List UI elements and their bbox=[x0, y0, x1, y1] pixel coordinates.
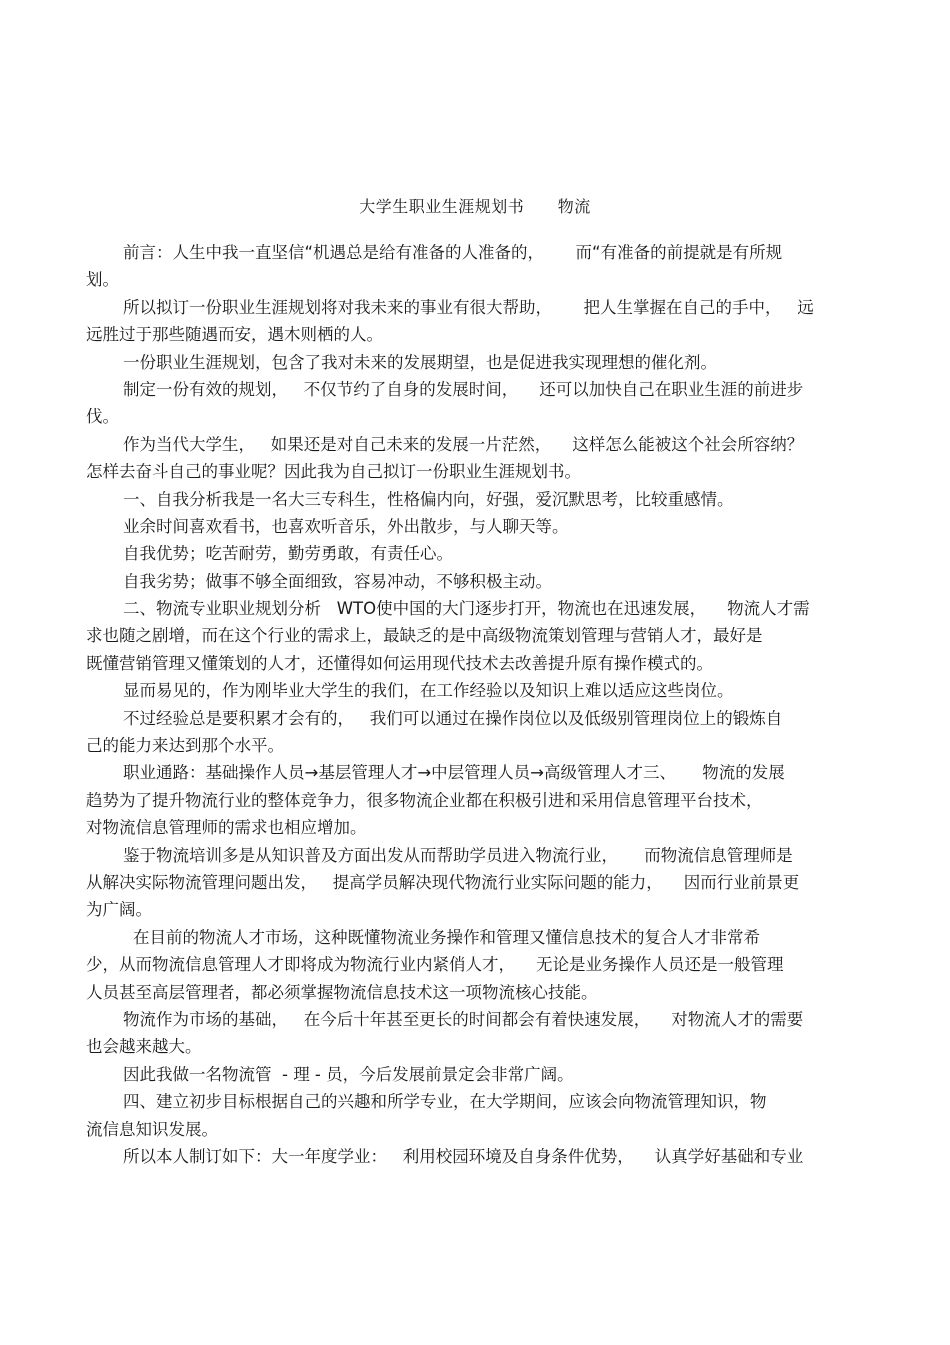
text-line: 作为当代大学生， 如果还是对自己未来的发展一片茫然， 这样怎么能被这个社会所容纳？ bbox=[123, 434, 804, 454]
text-line: 流信息知识发展。 bbox=[86, 1119, 218, 1139]
text-line: 物流作为市场的基础， 在今后十年甚至更长的时间都会有着快速发展， 对物流人才的需要 bbox=[123, 1009, 804, 1029]
text-line: 伐。 bbox=[86, 407, 119, 427]
text-line: 自我劣势；做事不够全面细致，容易冲动，不够积极主动。 bbox=[123, 571, 552, 591]
text-line: 四、建立初步目标根据自己的兴趣和所学专业，在大学期间，应该会向物流管理知识，物 bbox=[123, 1092, 767, 1112]
text-line: 显而易见的，作为刚毕业大学生的我们，在工作经验以及知识上难以适应这些岗位。 bbox=[123, 681, 734, 701]
text-line: 在目前的物流人才市场，这种既懂物流业务操作和管理又懂信息技术的复合人才非常希 bbox=[133, 927, 760, 947]
text-line: 划。 bbox=[86, 270, 119, 290]
text-line: 一、自我分析我是一名大三专科生，性格偏内向，好强，爱沉默思考，比较重感情。 bbox=[123, 489, 734, 509]
text-line: 求也随之剧增，而在这个行业的需求上，最缺乏的是中高级物流策划管理与营销人才，最好是 bbox=[86, 626, 763, 646]
text-line: 为广阔。 bbox=[86, 900, 152, 920]
text-line: 业余时间喜欢看书，也喜欢听音乐，外出散步，与人聊天等。 bbox=[123, 516, 569, 536]
text-line: 前言：人生中我一直坚信“机遇总是给有准备的人准备的， 而“有准备的前提就是有所规 bbox=[123, 243, 783, 262]
text-line: 因此我做一名物流管 - 理 - 员，今后发展前景定会非常广阔。 bbox=[123, 1064, 574, 1084]
text-line: 少，从而物流信息管理人才即将成为物流行业内紧俏人才， 无论是业务操作人员还是一般管理 bbox=[86, 955, 784, 975]
text-line: 一份职业生涯规划，包含了我对未来的发展期望，也是促进我实现理想的催化剂。 bbox=[123, 352, 717, 372]
text-line: 趋势为了提升物流行业的整体竞争力，很多物流企业都在积极引进和采用信息管理平台技术， bbox=[86, 790, 763, 810]
text-line: 既懂营销管理又懂策划的人才，还懂得如何运用现代技术去改善提升原有操作模式的。 bbox=[86, 653, 713, 673]
text-line: 鉴于物流培训多是从知识普及方面出发从而帮助学员进入物流行业， 而物流信息管理师是 bbox=[123, 845, 793, 865]
document-title: 大学生职业生涯规划书 物流 bbox=[359, 197, 591, 216]
text-line: 对物流信息管理师的需求也相应增加。 bbox=[86, 818, 367, 838]
text-line: 不过经验总是要积累才会有的， 我们可以通过在操作岗位以及低级别管理岗位上的锻炼自 bbox=[123, 708, 783, 728]
text-line: 所以拟订一份职业生涯规划将对我未来的事业有很大帮助， 把人生掌握在自己的手中， 远 bbox=[123, 297, 814, 317]
text-line: 自我优势；吃苦耐劳，勤劳勇敢，有责任心。 bbox=[123, 544, 453, 564]
text-line: 二、物流专业职业规划分析 WTO使中国的大门逐步打开，物流也在迅速发展， 物流人才需 bbox=[123, 599, 810, 619]
text-line: 人员甚至高层管理者，都必须掌握物流信息技术这一项物流核心技能。 bbox=[86, 982, 598, 1002]
text-line: 己的能力来达到那个水平。 bbox=[86, 736, 284, 756]
text-line: 所以本人制订如下：大一年度学业： 利用校园环境及自身条件优势， 认真学好基础和专业 bbox=[123, 1146, 804, 1166]
text-line: 远胜过于那些随遇而安，遇木则栖的人。 bbox=[86, 325, 383, 345]
text-line: 怎样去奋斗自己的事业呢？因此我为自己拟订一份职业生涯规划书。 bbox=[86, 462, 581, 482]
text-line: 职业通路：基础操作人员→基层管理人才→中层管理人员→高级管理人才三、 物流的发展 bbox=[123, 763, 785, 783]
text-line: 从解决实际物流管理问题出发， 提高学员解决现代物流行业实际问题的能力， 因而行业前景更 bbox=[86, 872, 800, 892]
text-line: 也会越来越大。 bbox=[86, 1037, 202, 1057]
document-body bbox=[86, 239, 866, 1170]
text-line: 制定一份有效的规划， 不仅节约了自身的发展时间， 还可以加快自己在职业生涯的前进步 bbox=[123, 379, 804, 399]
